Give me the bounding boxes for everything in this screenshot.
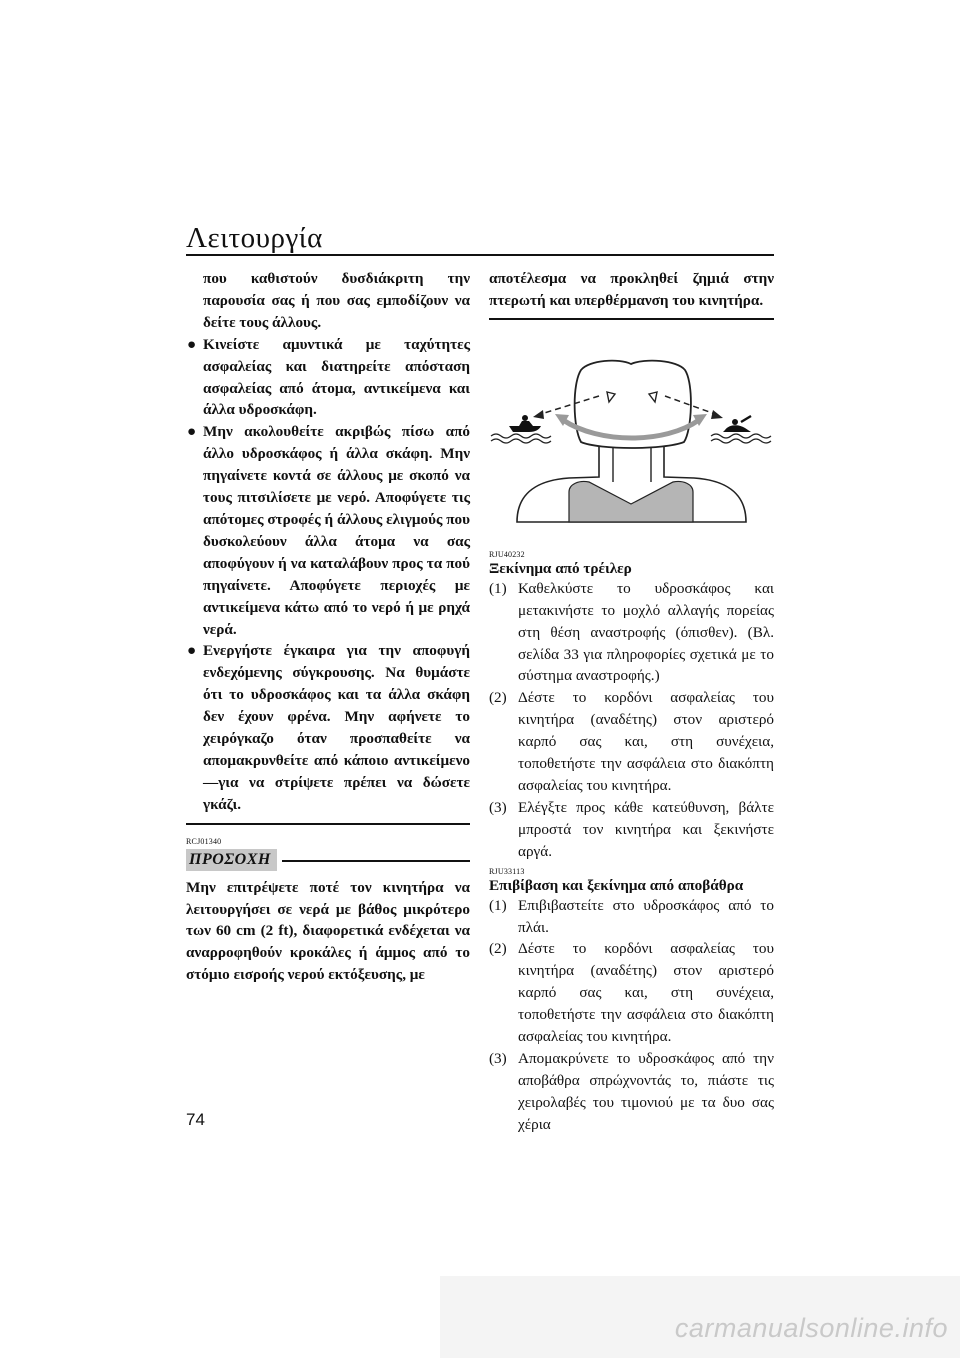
notice-label: ΠΡΟΣΟΧΗ: [186, 849, 277, 871]
section-heading-trailer: Ξεκίνημα από τρέιλερ: [489, 559, 632, 577]
step-text: Επιβιβαστείτε στο υδροσκάφος από το πλάι.: [518, 896, 774, 936]
warning-bullet-text: Ενεργήστε έγκαιρα για την αποφυγή ενδεχόμενης σύγκρουσης. Να θυμάστε ότι το υδροσκάφος και τα άλλα σκάφη δεν έχουν φρένα. Μην αφήνετε το χειρόγκαζο όταν προσπαθείτε να απομακρυνθείτε από κάποιο αντικείμενο—για να στρίψετε πρέπει να δώσετε γκάζι.: [203, 642, 470, 813]
step-number: (2): [489, 940, 507, 958]
warning-bullet-text: Κινείστε αμυντικά με ταχύτητες ασφαλείας και διατηρείτε απόσταση ασφαλείας από άτομα, αντικείμενα και άλλα υδροσκάφη.: [203, 335, 470, 419]
section-code: RJU40232: [489, 549, 525, 559]
section-heading-dock: Επιβίβαση και ξεκίνημα από αποβάθρα: [489, 876, 744, 894]
warning-bullet-text: Μην ακολουθείτε ακριβώς πίσω από άλλο υδροσκάφος ή άλλα σκάφη. Μην πηγαίνετε κοντά σε άλλους με σκοπό να τους πιτσιλίσετε με νερό. Αποφύγετε τις απότομες στροφές ή άλλους ελιγμούς που δυσκολεύουν άλλα άτομα να σας αποφύγουν ή να καταλάβουν προς τα πού πηγαίνετε. Αποφύγετε περιοχές με αντικείμενα κάτω από το νερό ή με ρηχά νερά.: [203, 423, 470, 638]
notice-text: Μην επιτρέψετε ποτέ τον κινητήρα να λειτουργήσει σε νερά με βάθος μικρότερο των 60 cm (2 ft), διαφορετικά ενδέχεται να αναρροφηθούν κροκάλες ή άμμος από το στόμιο εισροής νερού εκτόξευσης, με: [186, 878, 470, 984]
notice-code: RCJ01340: [186, 836, 222, 846]
warning-intro-continuation: που καθιστούν δυσδιάκριτη την παρουσία σας ή που σας εμποδίζουν να δείτε τους άλλους.: [203, 270, 470, 331]
right-column: [489, 268, 774, 1136]
bullet-dot-icon: ●: [187, 642, 197, 660]
look-around-figure: [489, 342, 774, 542]
title-divider: [186, 254, 774, 256]
notice-continuation: αποτέλεσμα να προκληθεί ζημιά στην πτερωτή και υπερθέρμανση του κινητήρα.: [489, 270, 774, 309]
warning-bullet: [186, 421, 470, 640]
step-item: [489, 578, 774, 688]
step-number: (3): [489, 798, 507, 816]
rider-look-around-illustration-icon: [489, 342, 774, 542]
step-item: [489, 797, 774, 863]
step-item: [489, 687, 774, 797]
step-text: Δέστε το κορδόνι ασφαλείας του κινητήρα (αναδέτης) στον αριστερό καρπό σας και, στη συνέχεια, τοποθετήστε την ασφάλεια στο διακόπτη ασφαλείας του κινητήρα.: [518, 689, 774, 794]
bullet-dot-icon: ●: [187, 423, 197, 441]
watermark-band: [440, 1276, 960, 1358]
step-number: (1): [489, 896, 507, 914]
watermark-text: carmanualsonline.info: [674, 1313, 948, 1343]
step-text: Απομακρύνετε το υδροσκάφος από την αποβάθρα σπρώχνοντάς το, πιάστε τις χειρολαβές του τιμονιού με τα δυο σας χέρια: [518, 1049, 774, 1133]
step-number: (1): [489, 579, 507, 597]
notice-header: [186, 849, 470, 873]
step-text: Δέστε το κορδόνι ασφαλείας του κινητήρα (αναδέτης) στον αριστερό καρπό σας και, στη συνέχεια, τοποθετήστε την ασφάλεια στο διακόπτη ασφαλείας του κινητήρα.: [518, 940, 774, 1046]
step-item: [489, 895, 774, 939]
step-text: Καθελκύστε το υδροσκάφος και μετακινήστε το μοχλό αλλαγής πορείας στη θέση αναστροφής (όπισθεν). (Βλ. σελίδα 33 για πληροφορίες σχετικά με το σύστημα αναστροφής.): [518, 579, 774, 685]
step-text: Ελέγξτε προς κάθε κατεύθυνση, βάλτε μπροστά τον κινητήρα και ξεκινήστε αργά.: [518, 798, 774, 860]
step-item: [489, 1048, 774, 1136]
page-title: Λειτουργία: [186, 222, 323, 254]
bullet-dot-icon: ●: [187, 335, 197, 353]
page-number: 74: [186, 1110, 205, 1129]
step-number: (3): [489, 1049, 507, 1067]
warning-bullet: [186, 640, 470, 815]
section-code: RJU33113: [489, 866, 525, 876]
warning-bullet: [186, 334, 470, 422]
left-column: [186, 268, 470, 986]
notice-header-rule: [282, 860, 470, 862]
step-item: [489, 938, 774, 1048]
step-number: (2): [489, 689, 507, 707]
notice-end-rule: [489, 318, 774, 320]
